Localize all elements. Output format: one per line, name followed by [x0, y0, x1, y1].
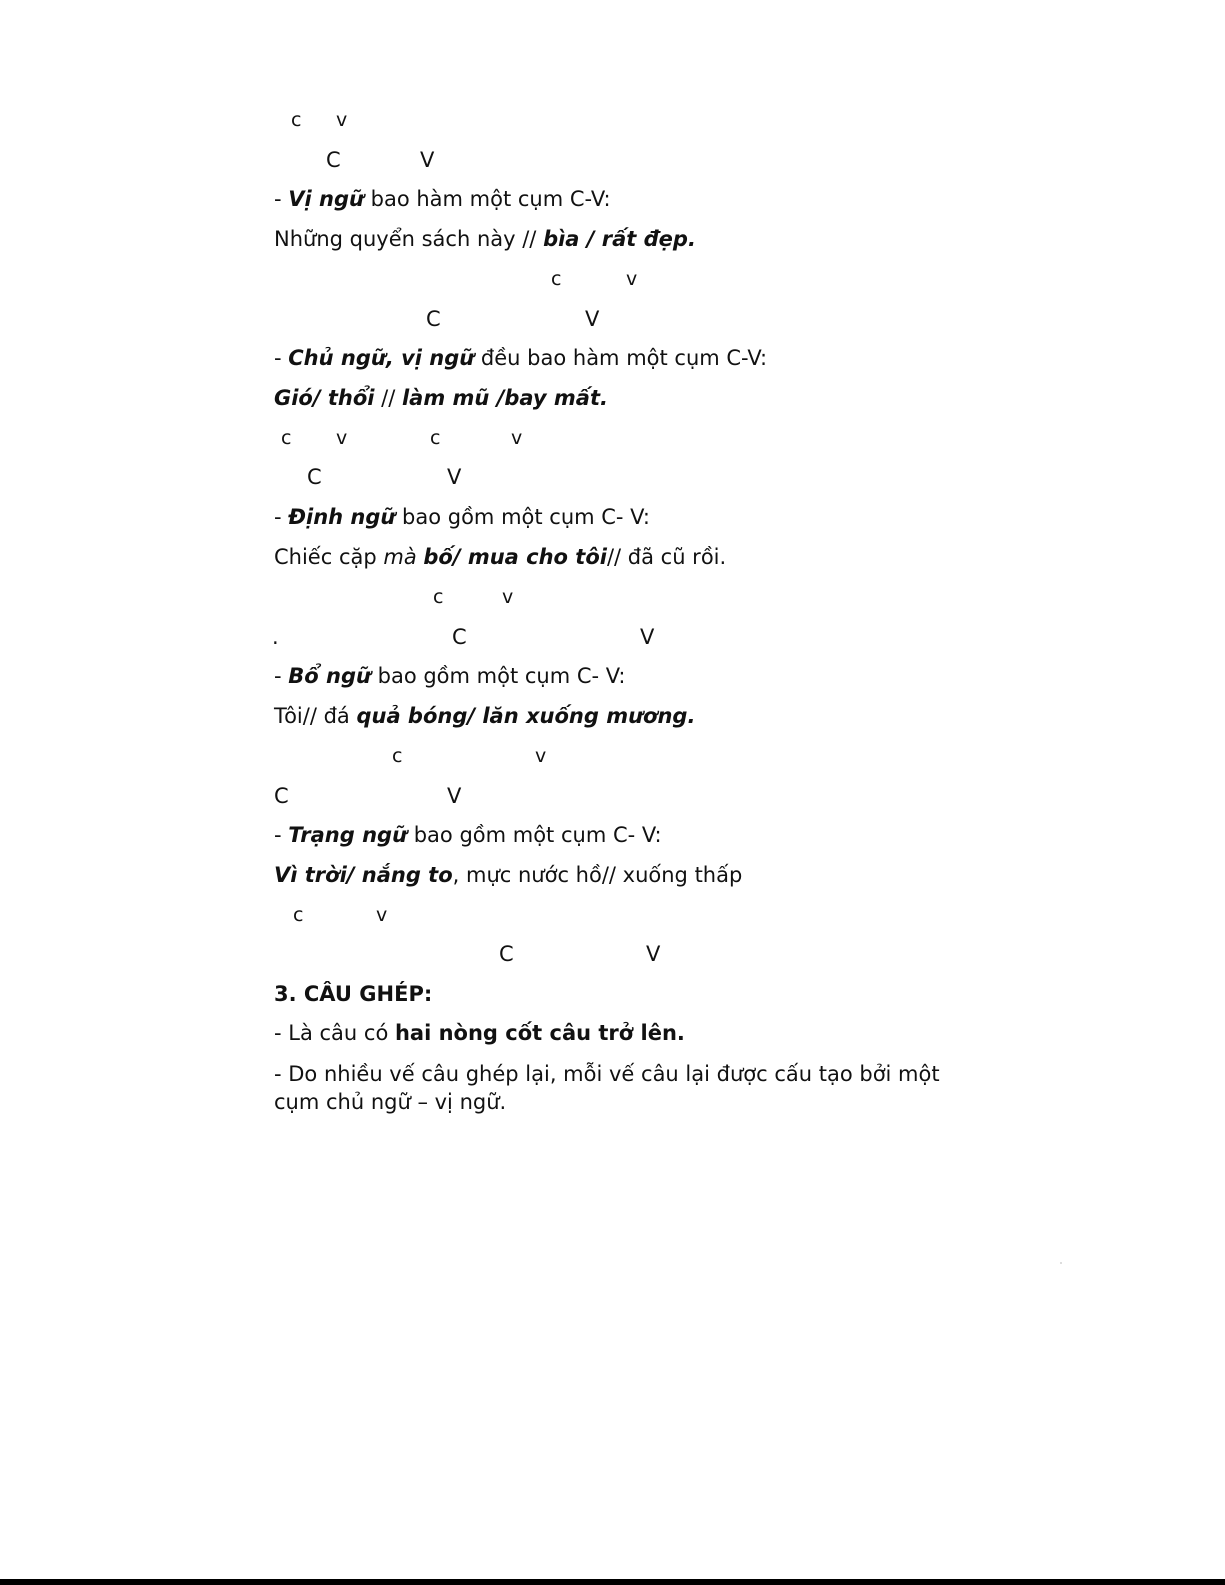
v-mark: v — [626, 268, 638, 290]
v-mark: v — [535, 745, 547, 767]
complement-example: Tôi// đá quả bóng/ lăn xuống mương. — [274, 704, 696, 728]
compound-def-item: - Là câu có hai nòng cốt câu trở lên. — [274, 1021, 685, 1045]
term: Bổ ngữ — [288, 664, 371, 688]
c-mark: C — [326, 148, 341, 172]
c-mark: C — [426, 307, 441, 331]
scan-speck — [1060, 1262, 1062, 1264]
v-mark: v — [511, 427, 523, 449]
dot-mark: . — [272, 625, 279, 649]
c-mark: C — [452, 625, 467, 649]
c-mark: C — [499, 942, 514, 966]
v-mark: v — [336, 427, 348, 449]
v-mark: V — [447, 784, 462, 808]
compound-desc-line1: - Do nhiều vế câu ghép lại, mỗi vế câu lại được cấu tạo bởi một — [274, 1062, 940, 1086]
c-mark: C — [274, 784, 289, 808]
v-mark: v — [376, 904, 388, 926]
term: Trạng ngữ — [288, 823, 408, 847]
c-mark: C — [307, 465, 322, 489]
predicate-heading: - Vị ngữ bao hàm một cụm C-V: — [274, 187, 611, 211]
c-mark: c — [551, 268, 562, 290]
page-bottom-edge — [0, 1579, 1225, 1585]
v-mark: V — [447, 465, 462, 489]
v-mark: v — [336, 109, 348, 131]
v-mark: v — [502, 586, 514, 608]
section-title: 3. CÂU GHÉP: — [274, 982, 433, 1006]
c-mark: c — [433, 586, 444, 608]
compound-desc-line2: cụm chủ ngữ – vị ngữ. — [274, 1090, 507, 1114]
adverbial-heading: - Trạng ngữ bao gồm một cụm C- V: — [274, 823, 662, 847]
subject-predicate-example: Gió/ thổi // làm mũ /bay mất. — [274, 386, 608, 410]
v-mark: V — [646, 942, 661, 966]
term: Vị ngữ — [288, 187, 364, 211]
attribute-heading: - Định ngữ bao gồm một cụm C- V: — [274, 505, 650, 529]
c-mark: c — [430, 427, 441, 449]
v-mark: V — [420, 148, 435, 172]
term: Chủ ngữ, vị ngữ — [288, 346, 475, 370]
c-mark: c — [293, 904, 304, 926]
adverbial-example: Vì trời/ nắng to, mực nước hồ// xuống thấp — [274, 863, 743, 887]
v-mark: V — [640, 625, 655, 649]
c-mark: c — [291, 109, 302, 131]
complement-heading: - Bổ ngữ bao gồm một cụm C- V: — [274, 664, 626, 688]
subject-predicate-heading: - Chủ ngữ, vị ngữ đều bao hàm một cụm C-V: — [274, 346, 768, 370]
c-mark: c — [392, 745, 403, 767]
predicate-example: Những quyển sách này // bìa / rất đẹp. — [274, 227, 696, 251]
attribute-example: Chiếc cặp mà bố/ mua cho tôi// đã cũ rồi. — [274, 545, 727, 569]
term: Định ngữ — [288, 505, 396, 529]
v-mark: V — [585, 307, 600, 331]
c-mark: c — [281, 427, 292, 449]
